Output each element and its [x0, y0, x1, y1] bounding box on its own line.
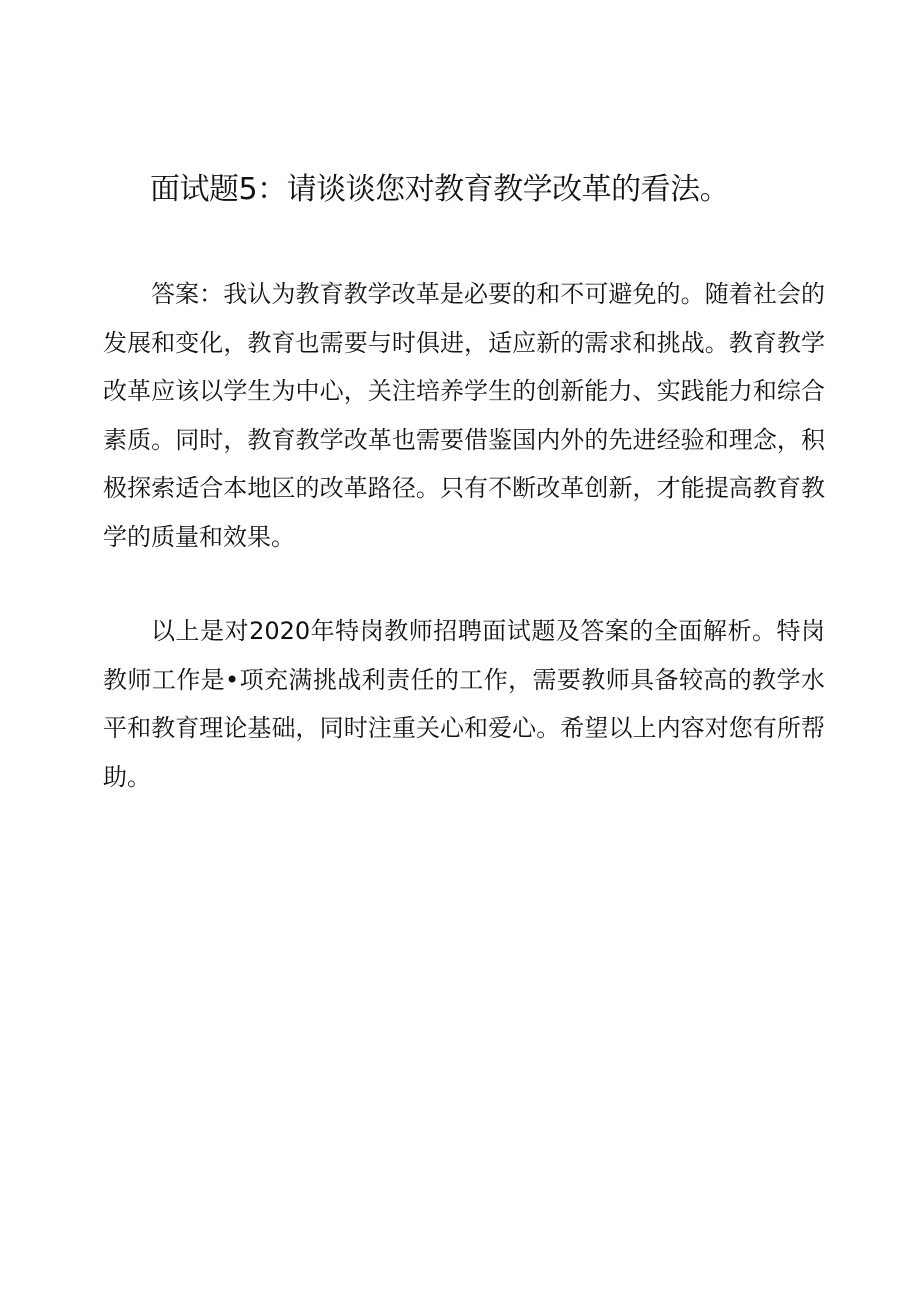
summary-paragraph: 以上是对2020年特岗教师招聘面试题及答案的全面解析。特岗教师工作是•项充满挑战利责任的工作，需要教师具备较高的教学水平和教育理论基础，同时注重关心和爱心。希望以上内容对您有所帮助。: [103, 617, 825, 791]
answer-paragraph: 答案：我认为教育教学改革是必要的和不可避免的。随着社会的发展和变化，教育也需要与时俱进，适应新的需求和挑战。教育教学改革应该以学生为中心，关注培养学生的创新能力、实践能力和综合素质。同时，教育教学改革也需要借鉴国内外的先进经验和理念，积极探索适合本地区的改革路径。只有不断改革创新，才能提高教育教学的质量和效果。: [103, 280, 825, 551]
question-title: 面试题5：请谈谈您对教育教学改革的看法。: [150, 172, 730, 207]
